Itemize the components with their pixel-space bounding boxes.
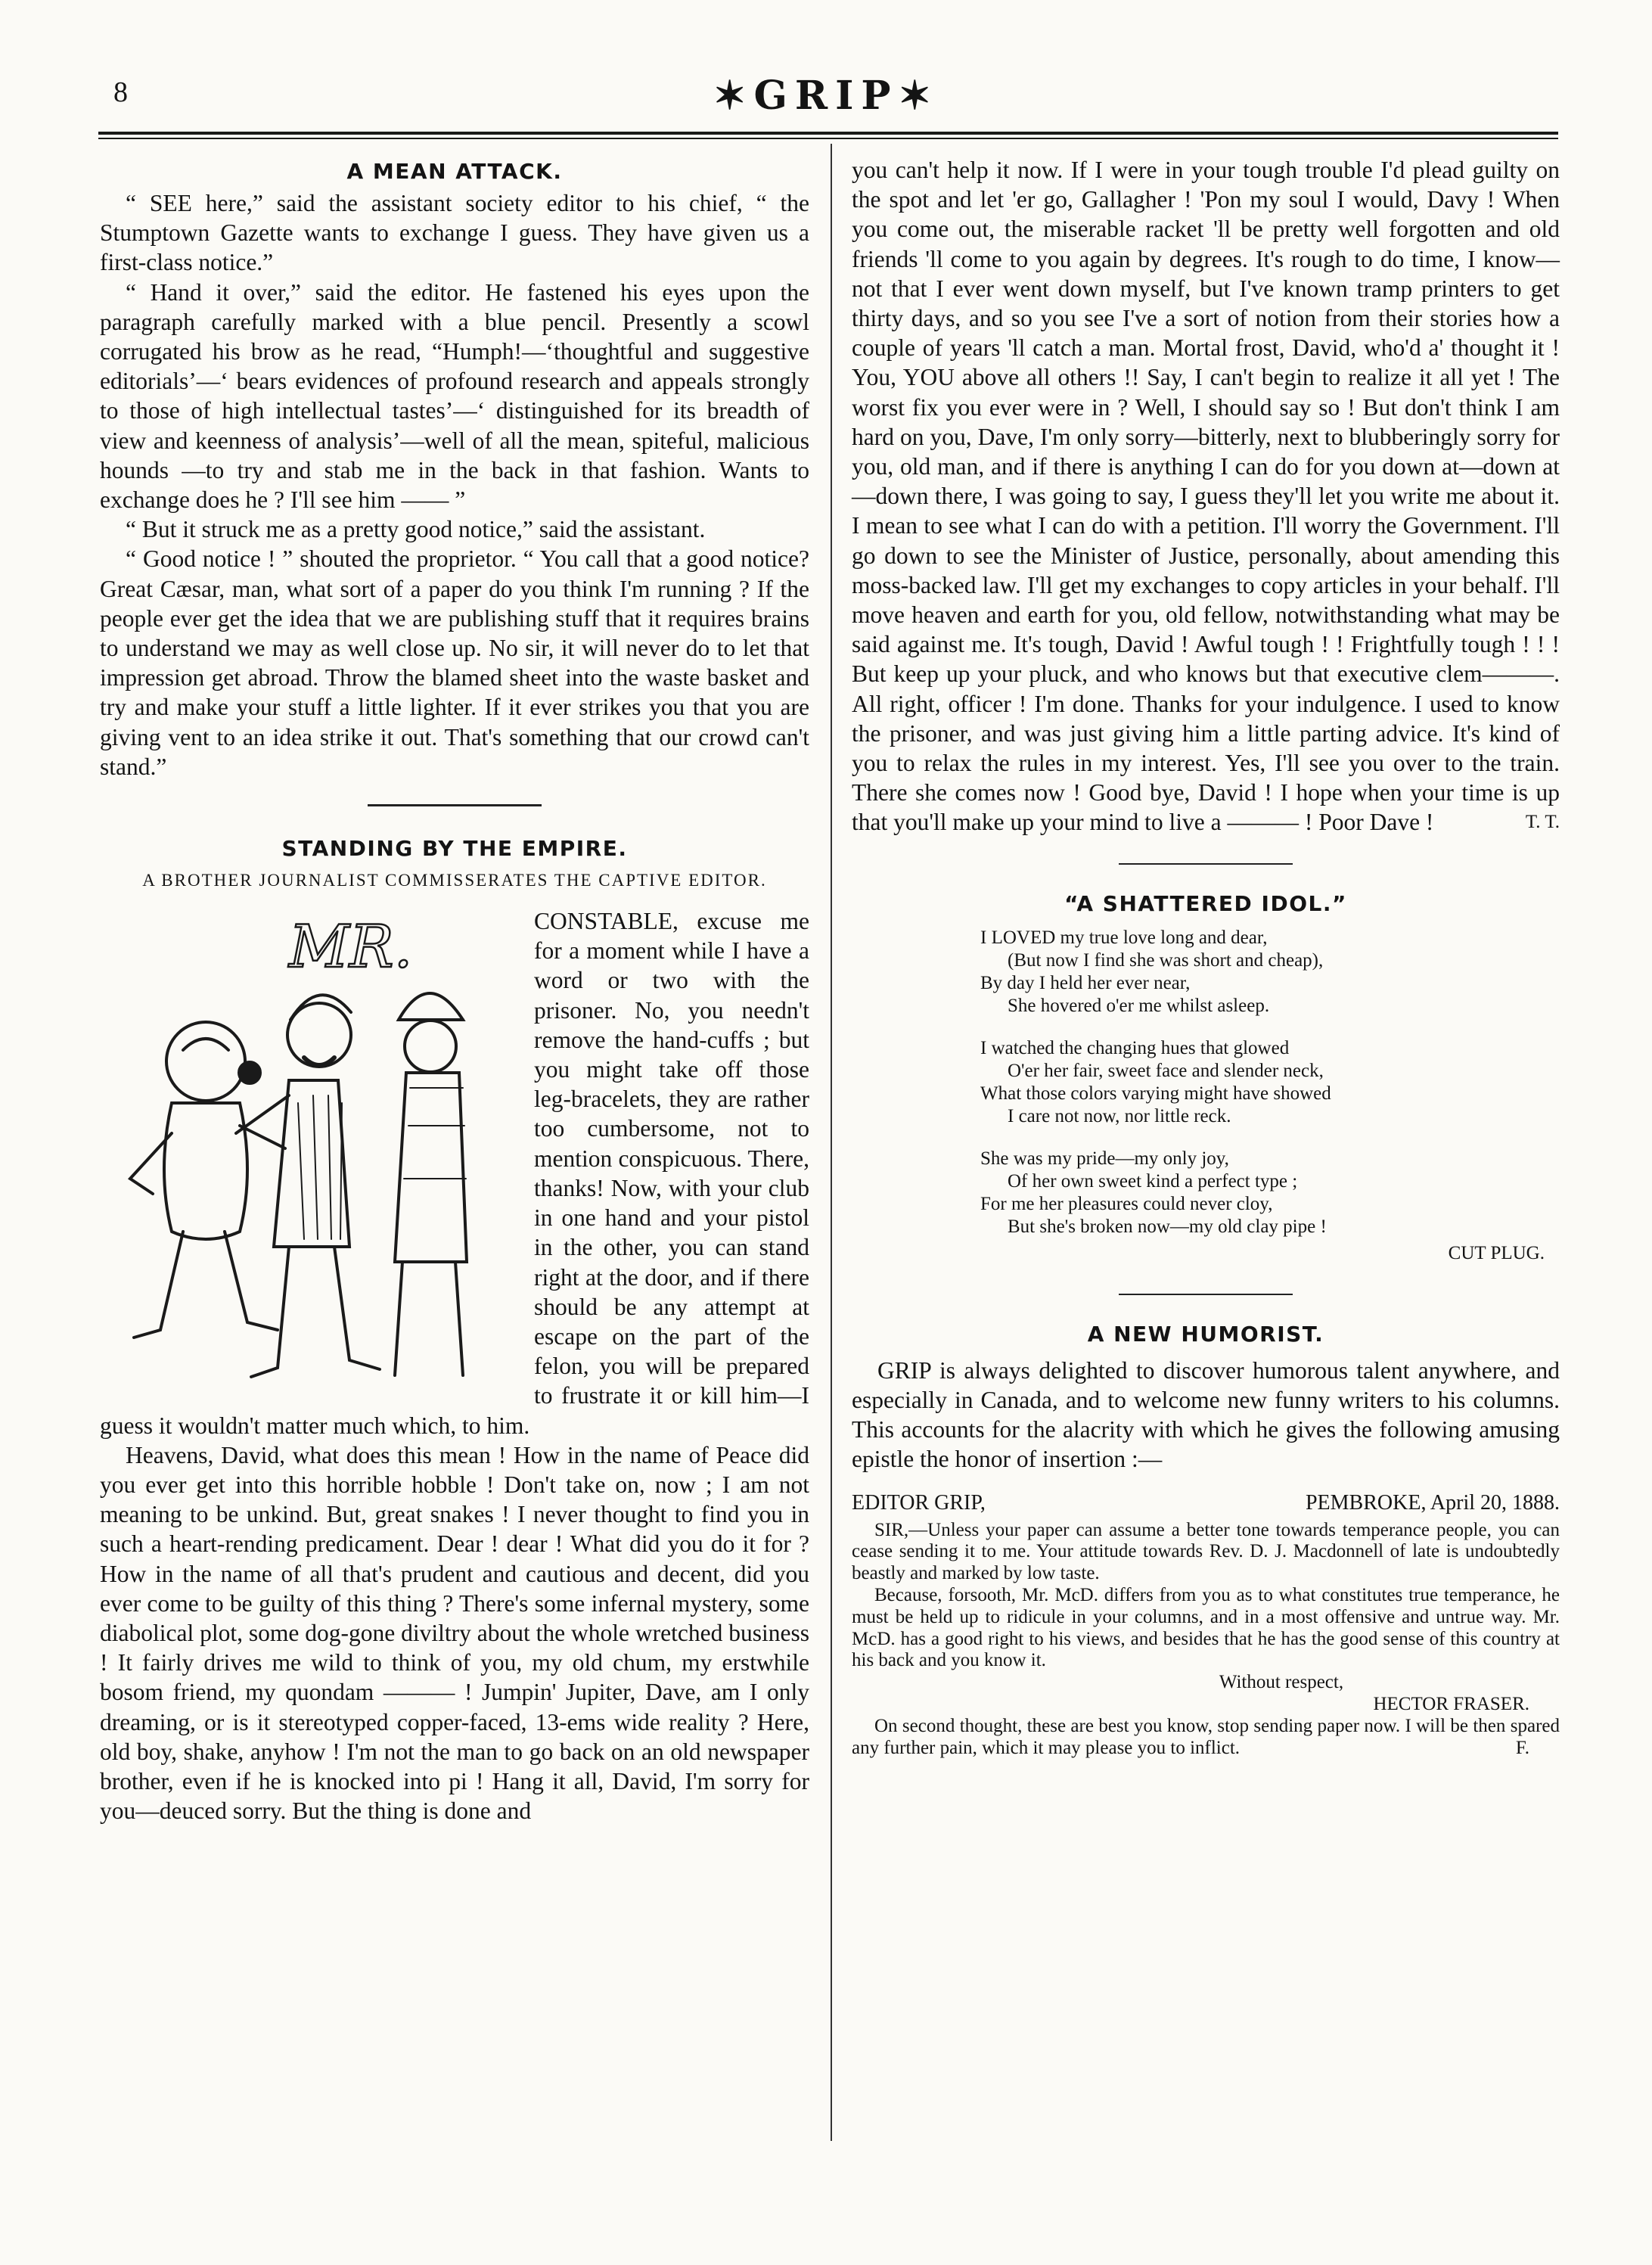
article-mean-attack [100,155,809,781]
letter-closing: Without respect, [1219,1672,1344,1693]
letter-paragraph: Because, forsooth, Mr. McD. differs from you as to what constitutes true temperance, he must be held up to ridicule in your columns, and in a most offensive and untrue way. Mr. McD. has a good right to his views, and besides that he has the good sense of this country at his back and you know it. [852,1585,1560,1671]
letter-paragraph: SIR,—Unless your paper can assume a better tone towards temperance people, you can cease sending it to me. Your attitude towards Rev. D. J. Macdonnell of late is undoubtedly beastly and marked by low taste. [852,1519,1560,1584]
poem-stanza [980,1037,1560,1128]
article-signature: T. T. [1525,812,1560,833]
article-paragraph: “ But it struck me as a pretty good notice,” said the assistant. [126,516,706,543]
letter-addressee: EDITOR GRIP, [852,1490,986,1515]
article-paragraph: GRIP is always delighted to discover humorous talent anywhere, and especially in Canada, and to welcome new funny writers to his columns. This accounts for the alacrity with which he gives the following amusing epistle the honor of insertion :— [852,1356,1560,1473]
page-number: 8 [113,76,128,108]
article-title: A NEW HUMORIST. [1087,1321,1324,1347]
section-separator [368,804,542,806]
poem-line: What those colors varying might have showed [980,1083,1331,1104]
poem-line: She hovered o'er me whilst asleep. [1008,995,1270,1016]
poem-line: But she's broken now—my old clay pipe ! [1008,1216,1327,1237]
poem-author: CUT PLUG. [1448,1242,1545,1263]
cartoon-illustration [100,906,523,1404]
poem-body [980,927,1560,1238]
letter-header [852,1490,1560,1517]
poem-line: I LOVED my true love long and dear, [980,927,1268,948]
section-separator [1119,863,1293,865]
poem-line: By day I held her ever near, [980,972,1191,993]
article-new-humorist [852,1318,1560,1760]
letter-place-date: PEMBROKE, April 20, 1888. [1305,1490,1560,1515]
letter-body [852,1520,1560,1760]
article-title: STANDING BY THE EMPIRE. [281,836,628,862]
poem-line: O'er her fair, sweet face and slender neck, [1008,1060,1324,1081]
section-separator [1119,1294,1293,1295]
illustration-lettering: MR. [289,913,413,982]
poem-line: For me her pleasures could never cloy, [980,1193,1273,1214]
masthead-title: ✶GRIP✶ [713,73,939,119]
poem-shattered-idol [852,887,1560,1268]
article-paragraph: “ Good notice ! ” shouted the proprietor. “ You call that a good notice? Great Cæsar, man, what sort of a paper do you think I'm running ? If the people ever get the idea that we are publishing stuff that it requires brains to understand we may as well close up. No sir, it will never do to let that impression get abroad. Throw the blamed sheet into the waste basket and try and make your stuff a little lighter. If it ever strikes you that you are giving vent to an idea strike it out. That's something that our crowd can't stand.” [100,545,809,780]
article-subtitle: A BROTHER JOURNALIST COMMISSERATES THE CAPTIVE EDITOR. [142,871,767,890]
article-paragraph: CONSTABLE, excuse me for a moment while I have a word or two with the prisoner. No, you needn't remove the hand-cuffs ; but you might take off those leg-bracelets, they are rather too cumbersome, not to mention conspicuous. There, thanks! Now, with your club in one hand and your pistol in the other, you can stand right at the door, and if there should be any attempt at escape on the part of the felon, you will be prepared to frustrate it or kill him—I guess it wouldn't matter much which, to him. [100,908,809,1439]
article-title: A MEAN ATTACK. [346,159,563,184]
cartoon-drawing [100,906,523,1404]
article-standing-by-the-empire [100,832,809,1825]
poem-line: I care not now, nor little reck. [1008,1105,1231,1126]
letter-postscript: On second thought, these are best you know, stop sending paper now. I will be then spared any further pain, which it may please you to inflict. [852,1715,1560,1758]
article-paragraph: “ Hand it over,” said the editor. He fastened his eyes upon the paragraph carefully marked with a blue pencil. Presently a scowl corrugated his brow as he read, “Humph!—‘thoughtful and suggestive editorials’—‘ bears evidences of profound research and appeals strongly to those of high intellectual tastes’—‘ distinguished for its breadth of view and keenness of analysis’—well of all the mean, spiteful, malicious hounds —to try and stab me in the back in that fashion. Wants to exchange does he ? I'll see him —— ” [100,278,809,514]
postscript-initial: F. [1515,1738,1529,1759]
column-divider [831,144,832,2141]
poem-title: “A SHATTERED IDOL.” [1064,890,1347,916]
poem-stanza [980,1148,1560,1238]
poem-line: (But now I find she was short and cheap), [1008,949,1324,971]
header-double-rule [98,132,1558,139]
poem-stanza [980,927,1560,1018]
poem-line: Of her own sweet kind a perfect type ; [1008,1170,1298,1192]
left-column [100,155,809,1825]
right-column [852,155,1560,1760]
letter-signer: HECTOR FRASER. [1373,1694,1529,1715]
article-paragraph: Heavens, David, what does this mean ! How in the name of Peace did you ever get into this horrible hobble ! Don't take on, now ; I am not meaning to be unkind. But, great snakes ! I never thought to find you in such a heart-rending predicament. Dear ! dear ! What did you do it for ? How in the name of all that's prudent and cautious and decent, did you ever come to be guilty of this thing ? There's some infernal mystery, some diabolical plot, some dog-gone diviltry about the whole wretched business ! It fairly drives me wild to think of you, my old chum, my erstwhile bosom friend, my quondam ——— ! Jumpin' Jupiter, Dave, am I only dreaming, or is it stereotyped copper-faced, 13-ems wide reality ? Here, old boy, shake, anyhow ! I'm not the man to go back on an old newspaper brother, even if he is knocked into pi ! Hang it all, David, I'm sorry for you—deuced sorry. But the thing is done and [100,1441,809,1825]
poem-line: She was my pride—my only joy, [980,1148,1229,1169]
article-paragraph: “ SEE here,” said the assistant society editor to his chief, “ the Stumptown Gazette wants to exchange I guess. They have given us a first-class notice.” [100,190,809,276]
poem-line: I watched the changing hues that glowed [980,1037,1290,1058]
article-paragraph-continued: you can't help it now. If I were in your tough trouble I'd plead guilty on the spot and let 'er go, Gallagher ! 'Pon my soul I would, Davy ! When you come out, the miserable racket 'll be pretty well forgotten and old friends 'll come to you again by degrees. It's rough to do time, I know—not that I ever went down myself, but I've known tramp printers to get thirty days, and so you see I've a sort of notion from their stories how a couple of years 'll catch a man. Mortal frost, David, who'd a' thought it ! You, YOU above all others !! Say, I can't begin to realize it all yet ! The worst fix you ever were in ? Well, I should say so ! But don't think I am hard on you, Dave, I'm only sorry—bitterly, next to blubberingly sorry for you, old man, and if there is anything I can do for you down at—down at—down there, I was going to say, I guess they'll let you write me about it. I mean to see what I can do with a petition. I'll worry the Government. I'll go down to see the Minister of Justice, personally, about amending this moss-backed law. I'll get my exchanges to copy articles in your behalf. I'll move heaven and earth for you, old fellow, notwithstanding what may be said against me. It's tough, David ! Awful tough ! ! Frightfully tough ! ! ! But keep up your pluck, and who knows but that executive clem———. All right, officer ! I'm done. Thanks for your indulgence. I used to know the prisoner, and was just giving him a little parting advice. It's kind of you to relax the rules in my interest. Yes, I'll see you over to the train. There she comes now ! Good bye, David ! I hope when your time is up that you'll make up your mind to live a ——— ! Poor Dave ! T. T. [852,155,1560,837]
